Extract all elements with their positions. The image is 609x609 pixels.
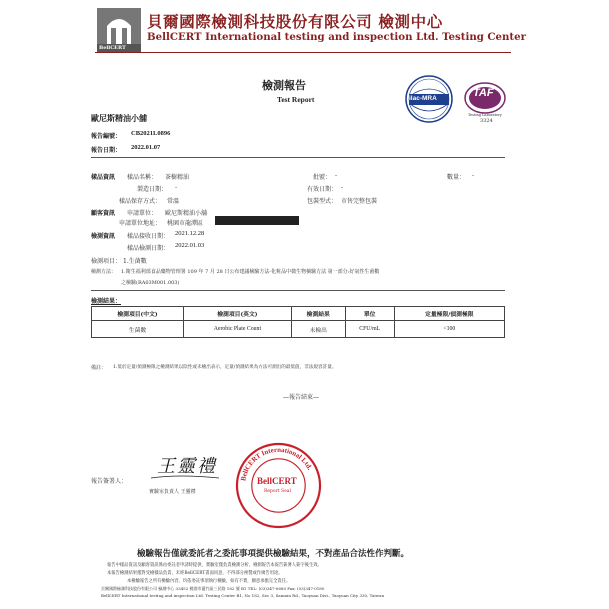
note-text: 1.低於定量/偵測極限之檢測結果以陰性或未檢出表示，定量/偵測結果為方法可測出的最低值，非法規容許量。 [113, 365, 337, 370]
storage-value: 常溫 [167, 198, 180, 205]
note-label: 備註： [91, 365, 107, 371]
received-label: 樣品接收日期： [127, 233, 170, 240]
handwritten-signature: 王靈禮 [157, 456, 217, 477]
footer-disclaimer: 檢驗報告僅就委託者之委託事項提供檢驗結果，不對產品合法性作判斷。 [137, 549, 410, 559]
col-header-result: 檢測結果 [291, 307, 345, 321]
company-name-en: BellCERT International testing and inspection Ltd. Testing Center [147, 31, 526, 43]
logo-text: BellCERT [99, 45, 126, 51]
seal-ring-text: BellCERT International Ltd. [240, 446, 313, 482]
storage-label: 樣品保存方式： [119, 198, 162, 205]
results-table [91, 306, 505, 338]
report-date: 2022.01.07 [131, 144, 161, 151]
tested-label: 樣品檢測日期： [127, 245, 170, 252]
applicant-label: 申請單位： [127, 210, 158, 217]
footer-line-2: 本報告檢測結果僅對受檢樣品負責，未經BellCERT書面同意，不得部分複製或作廣告用途。 [107, 571, 283, 576]
taf-text: TAF [473, 87, 494, 99]
signer-title: 實驗室負責人 王靈禮 [149, 489, 196, 495]
qty-value: - [472, 172, 475, 179]
maker-date-value: - [175, 184, 178, 191]
results-section-label: 檢測結果： [91, 298, 122, 305]
batch-value: - [335, 172, 338, 179]
address-value: 桃園市龍潭區 [167, 220, 204, 227]
cell-item-en: Aerobic Plate Count [184, 321, 292, 338]
end-of-report: —報告結束— [283, 394, 320, 401]
report-title-en: Test Report [277, 95, 315, 104]
meta-divider [91, 157, 505, 158]
received-value: 2021.12.28 [175, 230, 205, 237]
footer-line-1: 報告中樣品資訊及顧客資訊係由委託者申請時提供，實驗室僅負責檢測分析，檢測報告本報告簽署人簽字後生效。 [107, 563, 322, 568]
report-no-label: 報告編號： [91, 133, 122, 140]
col-header-limit: 定量極限/偵測極限 [394, 307, 504, 321]
sample-section-label: 樣品資訊 [91, 174, 116, 181]
seal-center-text: BellCERT [257, 476, 297, 486]
address-label: 申請單位地址： [119, 220, 162, 227]
items-label: 檢測項目： [91, 258, 122, 265]
package-value: 市售完整包裝 [341, 198, 378, 205]
signer-label: 報告簽署人： [91, 478, 128, 485]
expiry-label: 有效日期： [307, 186, 338, 193]
client-section-label: 顧客資訊 [91, 210, 116, 217]
report-date-label: 報告日期： [91, 147, 122, 154]
redaction-bar [215, 216, 299, 225]
header-divider [95, 52, 511, 53]
test-section-label: 檢測資訊 [91, 233, 116, 240]
method-value-2: 之檢驗(RA03M001.003) [121, 280, 180, 286]
cell-unit: CFU/mL [345, 321, 394, 338]
tested-value: 2022.01.03 [175, 242, 205, 249]
ilac-text: ilac-MRA [409, 95, 437, 102]
report-page [87, 0, 526, 609]
sample-name-label: 樣品名稱： [127, 174, 158, 181]
package-label: 包裝型式： [307, 198, 338, 205]
company-name-cn: 貝爾國際檢測科技股份有限公司 檢測中心 [147, 12, 443, 31]
col-header-item-en: 檢測項目(英文) [184, 307, 292, 321]
cell-item-cn: 生菌數 [92, 321, 184, 338]
method-value: 1.衛生福利部食品藥物管理署 109 年 7 月 28 日公布建議檢驗方法-化粧品中微生物檢驗方法 第一部分:好氣性生菌數 [121, 269, 380, 275]
report-title-cn: 檢測報告 [262, 79, 306, 92]
lab-caption: Testing Laboratory [468, 113, 502, 117]
footer-line-3: 本檢驗報告之所有檢驗內容，均依委託事項執行檢驗，如有不實，願意承擔完全責任。 [127, 579, 291, 584]
maker-date-label: 製造日期： [137, 186, 168, 193]
col-header-unit: 單位 [345, 307, 394, 321]
test-divider [91, 290, 505, 291]
cell-limit: <100 [394, 321, 504, 338]
table-row [92, 321, 505, 338]
col-header-item-cn: 檢測項目(中文) [92, 307, 184, 321]
cell-result: 未檢出 [291, 321, 345, 338]
method-label: 檢測方法： [91, 269, 117, 275]
batch-label: 批號： [313, 174, 332, 181]
sample-name-value: 茶樹精油 [165, 174, 190, 181]
applicant-value: 歐尼斯精油小舖 [165, 210, 208, 217]
signature-stroke-icon [149, 448, 239, 484]
report-no: CB2021L0896 [131, 130, 171, 137]
qty-label: 數量： [447, 174, 466, 181]
results-header-row [92, 307, 505, 321]
footer-address-en: BellCERT International testing and inspection Ltd. Testing Center B1, No 182, Sec 3, Sanmin Rd., Taoyuan Dist., Taoyuan City 330, Taiwan [101, 593, 385, 598]
seal-sub-text: Report Seal [264, 489, 291, 494]
expiry-value: - [341, 184, 344, 191]
lab-number: 3324 [480, 118, 493, 124]
items-value: 1.生菌數 [123, 258, 147, 265]
footer-address-cn: 貝爾國際檢測科技股份有限公司 檢測中心 33452 桃園市蘆竹區三民路 182 號 B1 TEL: (03)347-0680 Fax: (03)347-0180 [101, 586, 325, 591]
customer-name: 歐尼斯精油小舖 [91, 113, 147, 123]
